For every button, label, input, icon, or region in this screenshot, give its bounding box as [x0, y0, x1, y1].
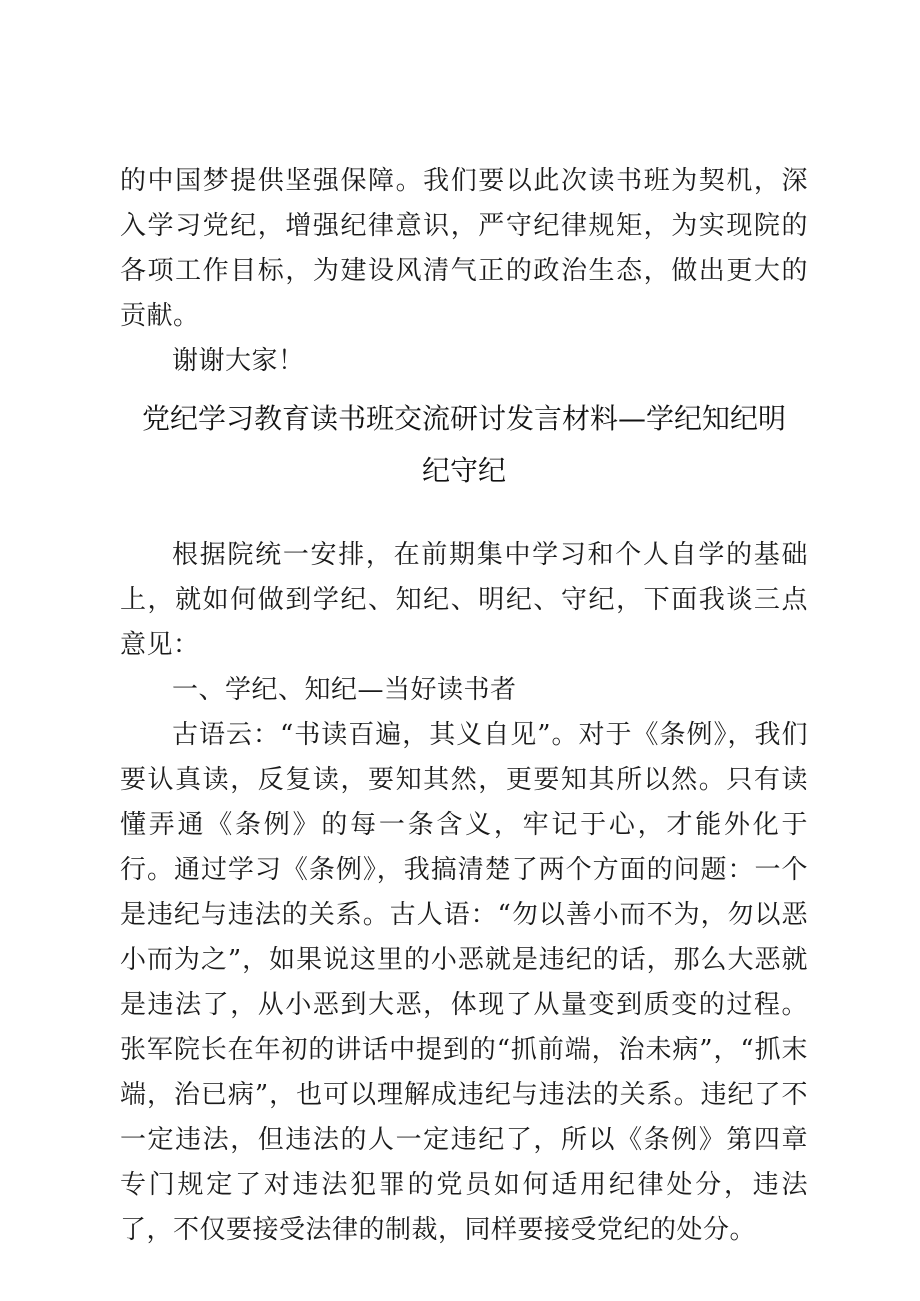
title-line-2: 纪守纪 [421, 454, 506, 487]
section-heading: 一、学纪、知纪—当好读书者 [172, 675, 517, 705]
document-title [120, 393, 808, 497]
paragraph-body: 古语云：“书读百遍，其义自见”。对于《条例》，我们要认真读，反复读，要知其然，更要知其所以然。只有读懂弄通《条例》的每一条含义，牢记于心，才能外化于行。通过学习《条例》，我搞清楚了两个方面的问题：一个是违纪与违法的关系。古人语：“勿以善小而不为，勿以恶小而为之”，如果说这里的小恶就是违纪的话，那么大恶就是违法了，从小恶到大恶，体现了从量变到质变的过程。张军院长在年初的讲话中提到的“抓前端，治未病”，“抓末端，治已病”，也可以理解成违纪与违法的关系。违纪了不一定违法，但违法的人一定违纪了，所以《条例》第四章专门规定了对违法犯罪的党员如何适用纪律处分，违法了，不仅要接受法律的制裁，同样要接受党纪的处分。 [120, 720, 808, 1245]
top-text-block [120, 159, 808, 384]
body-text-block [120, 533, 808, 1253]
paragraph-continuation: 的中国梦提供坚强保障。我们要以此次读书班为契机，深入学习党纪，增强纪律意识，严守纪律规矩，为实现院的各项工作目标，为建设风清气正的政治生态，做出更大的贡献。 [120, 166, 808, 331]
paragraph-intro: 根据院统一安排，在前期集中学习和个人自学的基础上，就如何做到学纪、知纪、明纪、守纪，下面我谈三点意见： [120, 540, 808, 660]
title-line-1: 党纪学习教育读书班交流研讨发言材料—学纪知纪明 [141, 402, 786, 435]
paragraph-thanks: 谢谢大家！ [172, 346, 305, 376]
